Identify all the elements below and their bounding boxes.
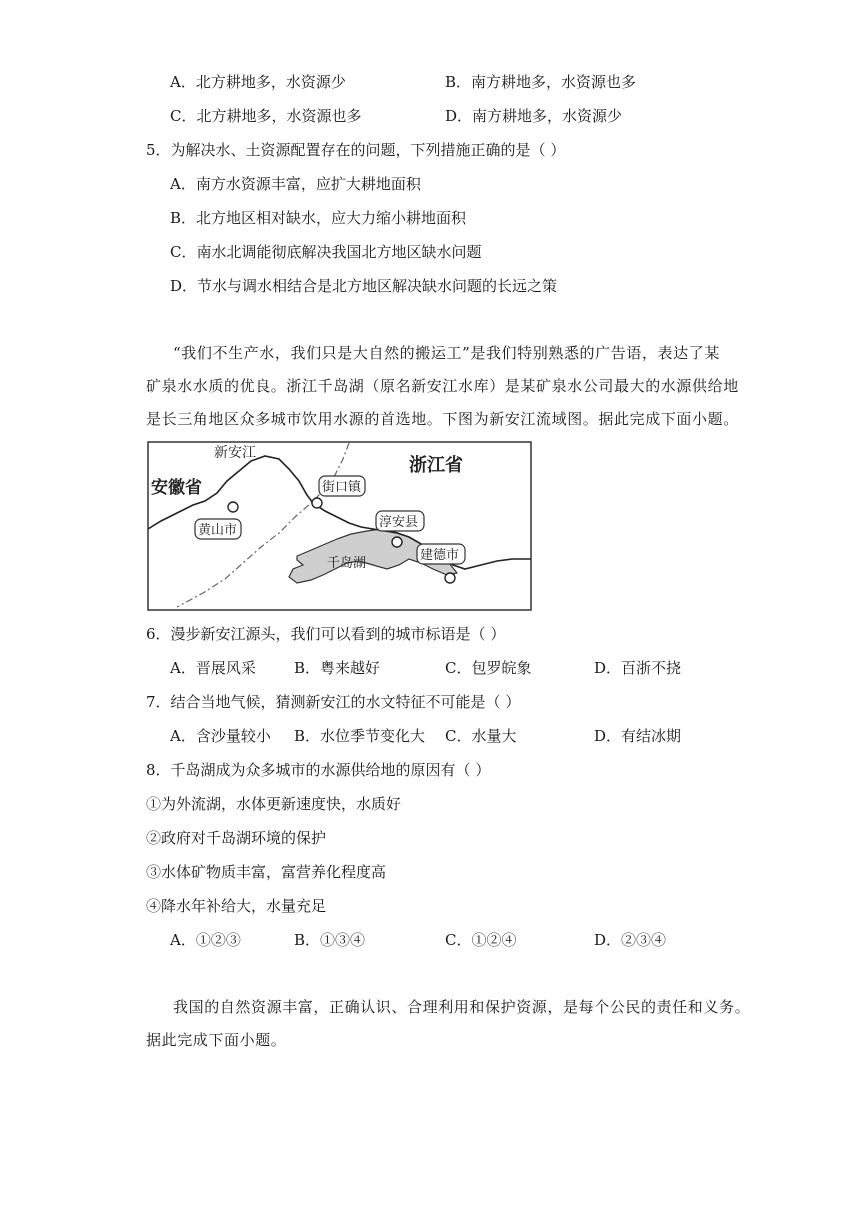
q7-option-a: A．含沙量较小 — [170, 727, 271, 745]
q6-option-d: D．百浙不挠 — [594, 659, 682, 677]
q6-stem: 6．漫步新安江源头，我们可以看到的城市标语是（ ） — [146, 625, 506, 643]
q8-option-a: A．①②③ — [170, 931, 241, 949]
q5-option-a: A．南方水资源丰富，应扩大耕地面积 — [170, 175, 421, 193]
q6-option-c: C．包罗皖象 — [445, 659, 532, 677]
q8-stem: 8．千岛湖成为众多城市的水源供给地的原因有（ ） — [146, 761, 491, 779]
q6-option-a: A．晋展风采 — [170, 659, 256, 677]
q4-option-d: D．南方耕地多，水资源少 — [445, 107, 623, 125]
q7-option-b: B．水位季节变化大 — [294, 727, 426, 745]
province-east-label: 浙江省 — [409, 455, 463, 476]
jiande-marker — [445, 573, 455, 583]
chunan-marker — [392, 537, 402, 547]
q8-option-b: B．①③④ — [294, 931, 366, 949]
q8-statement-4: ④降水年补给大，水量充足 — [146, 897, 327, 915]
passage1-line2: 矿泉水水质的优良。浙江千岛湖（原名新安江水库）是某矿泉水公司最大的水源供给地 — [146, 377, 739, 395]
q5-option-d: D．节水与调水相结合是北方地区解决缺水问题的长远之策 — [170, 277, 558, 295]
jiande-label: 建德市 — [420, 548, 460, 563]
q4-option-b: B．南方耕地多，水资源也多 — [445, 73, 637, 91]
q8-statement-2: ②政府对千岛湖环境的保护 — [146, 829, 327, 847]
q8-option-d: D．②③④ — [594, 931, 667, 949]
q7-option-c: C．水量大 — [445, 727, 517, 745]
river-label: 新安江 — [214, 445, 256, 461]
passage2-line2: 据此完成下面小题。 — [146, 1031, 287, 1049]
q6-option-b: B．粤来越好 — [294, 659, 381, 677]
lake-label: 千岛湖 — [327, 556, 367, 571]
passage1-line3: 是长三角地区众多城市饮用水源的首选地。下图为新安江流域图。据此完成下面小题。 — [146, 410, 739, 428]
province-west-label: 安徽省 — [151, 478, 202, 498]
xinanjiang-basin-map — [147, 441, 532, 611]
q8-statement-1: ①为外流湖，水体更新速度快，水质好 — [146, 795, 402, 813]
huangshan-marker — [228, 502, 238, 512]
chunan-label: 淳安县 — [379, 515, 419, 530]
q5-stem: 5．为解决水、土资源配置存在的问题，下列措施正确的是（ ） — [146, 141, 566, 159]
huangshan-label: 黄山市 — [198, 523, 238, 538]
passage2-line1: 我国的自然资源丰富，正确认识、合理利用和保护资源，是每个公民的责任和义务。 — [173, 998, 751, 1016]
passage1-line1: “我们不生产水，我们只是大自然的搬运工”是我们特别熟悉的广告语，表达了某 — [173, 344, 720, 362]
q8-option-c: C．①②④ — [445, 931, 517, 949]
jiekou-label: 街口镇 — [322, 480, 362, 495]
q4-option-a: A．北方耕地多，水资源少 — [170, 73, 346, 91]
q7-option-d: D．有结冰期 — [594, 727, 682, 745]
jiekou-marker — [312, 498, 322, 508]
q5-option-c: C．南水北调能彻底解决我国北方地区缺水问题 — [170, 243, 482, 261]
q5-option-b: B．北方地区相对缺水，应大力缩小耕地面积 — [170, 209, 467, 227]
q8-statement-3: ③水体矿物质丰富，富营养化程度高 — [146, 863, 387, 881]
q7-stem: 7．结合当地气候，猜测新安江的水文特征不可能是（ ） — [146, 693, 521, 711]
q4-option-c: C．北方耕地多，水资源也多 — [170, 107, 362, 125]
